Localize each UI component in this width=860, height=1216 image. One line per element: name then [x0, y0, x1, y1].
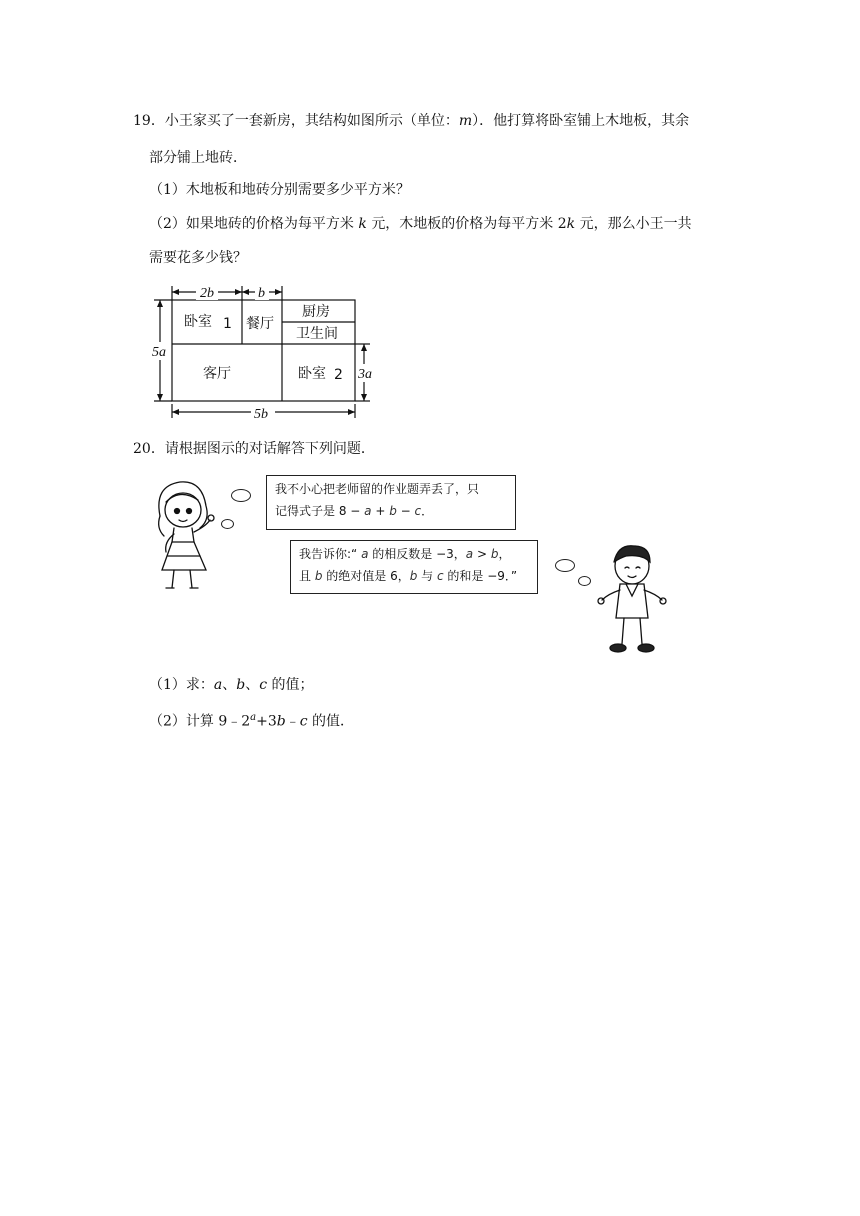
bubble1-line1: 我不小心把老师留的作业题弄丢了，只 — [275, 482, 480, 496]
q19-sub2 — [149, 214, 692, 234]
thought-circle-girl-small — [221, 519, 234, 529]
bubble2-line2: 且 b 的绝对值是 6，b 与 c 的和是 −9．” — [299, 569, 518, 583]
dim-3a-label: 3a — [358, 367, 372, 382]
room-bedroom1-num: 1 — [223, 316, 232, 332]
q19-line2: 部分铺上地砖． — [149, 150, 247, 166]
q19-sub2-a: （2）如果地砖的价格为每平方米 — [149, 216, 354, 232]
q19-sub1: （1）木地板和地砖分别需要多少平方米？ — [149, 182, 410, 198]
q20-sub1: （1）求：a、b、c 的值； — [149, 677, 314, 693]
room-bedroom2-num: 2 — [334, 367, 343, 383]
q19-sub2-k2: k — [566, 216, 576, 232]
q20-sub2: （2）计算 $9﹣2^a+3b﹣c$ 的值． — [149, 712, 355, 730]
room-bedroom2: 卧室 — [298, 366, 326, 382]
thought-circle-boy-large — [555, 559, 575, 572]
bubble1-line2: 记得式子是 8 − a + b − c． — [275, 504, 434, 518]
q19-unit: m — [458, 113, 473, 129]
q20-number: 20． — [133, 441, 165, 457]
q19-line1 — [133, 111, 689, 131]
thought-circle-girl-large — [231, 489, 251, 502]
room-kitchen: 厨房 — [302, 304, 330, 320]
dim-2b-label: 2b — [200, 286, 214, 301]
q19-sub2-k: k — [358, 216, 367, 232]
thought-circle-boy-small — [578, 576, 591, 586]
dim-b-label: b — [258, 286, 265, 301]
girl-illustration — [150, 476, 226, 596]
speech-bubble-girl — [266, 475, 516, 530]
speech-bubble-boy — [290, 540, 538, 594]
q19-sub2-c: 元，那么小王一共 — [579, 216, 692, 232]
room-dining: 餐厅 — [246, 316, 274, 332]
q19-text-a: 小王家买了一套新房，其结构如图所示（单位： — [164, 113, 459, 129]
q20-text: 请根据图示的对话解答下列问题． — [164, 441, 375, 457]
room-bathroom: 卫生间 — [296, 326, 338, 342]
bubble2-line1: 我告诉你:“ a 的相反数是 −3，a > b， — [299, 547, 511, 561]
dim-5b-label: 5b — [254, 407, 268, 422]
q19-text-b: ）．他打算将卧室铺上木地板，其余 — [472, 113, 690, 129]
q20-line1 — [133, 439, 375, 459]
boy-illustration — [596, 538, 672, 660]
q19-sub2-line2: 需要花多少钱？ — [149, 250, 247, 266]
dim-5a-label: 5a — [152, 345, 166, 360]
q19-sub2-b: 元，木地板的价格为每平方米 2 — [371, 216, 567, 232]
room-bedroom1: 卧室 — [184, 314, 212, 330]
q19-number: 19． — [133, 113, 165, 129]
room-living: 客厅 — [203, 366, 231, 382]
floor-plan-figure — [148, 282, 388, 422]
